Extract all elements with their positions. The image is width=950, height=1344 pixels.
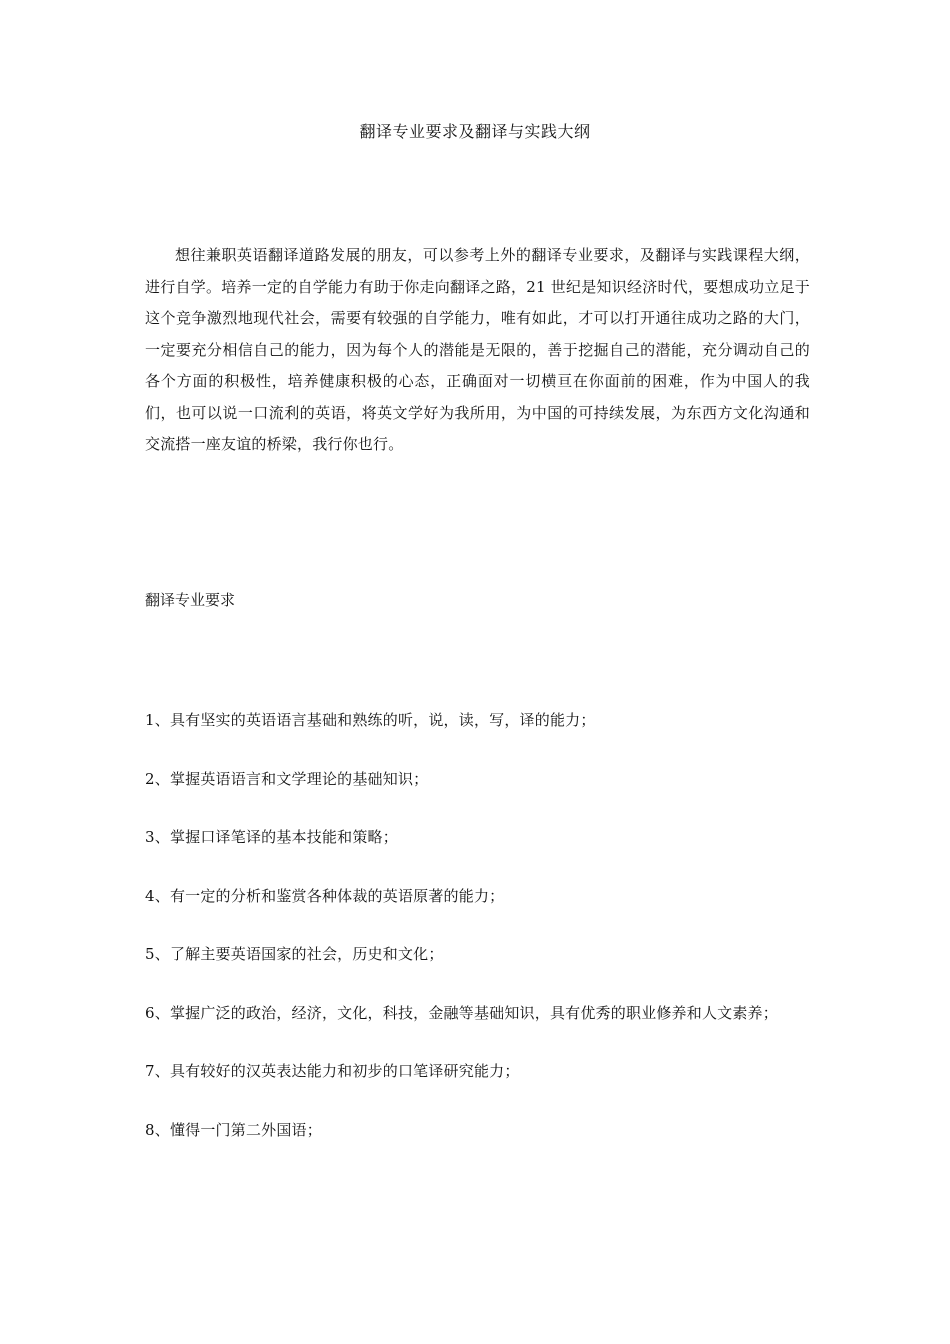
requirement-item-4: 4、有一定的分析和鉴赏各种体裁的英语原著的能力； bbox=[145, 886, 505, 905]
requirement-item-7: 7、具有较好的汉英表达能力和初步的口笔译研究能力； bbox=[145, 1062, 520, 1080]
requirement-item-6: 6、掌握广泛的政治，经济，文化，科技，金融等基础知识，具有优秀的职业修养和人文素养； bbox=[145, 1003, 778, 1022]
intro-paragraph: 想往兼职英语翻译道路发展的朋友，可以参考上外的翻译专业要求，及翻译与实践课程大纲，进行自学。培养一定的自学能力有助于你走向翻译之路，21 世纪是知识经济时代，要想成功立足于这个竞争激烈地现代社会，需要有较强的自学能力，唯有如此，才可以打开通往成功之路的大门，一定要充分相信自己的能力，因为每个人的潜能是无限的，善于挖掘自己的潜能，充分调动自己的各个方面的积极性，培养健康积极的心态，正确面对一切横亘在你面前的困难，作为中国人的我们，也可以说一口流利的英语，将英文学好为我所用，为中国的可持续发展，为东西方文化沟通和交流搭一座友谊的桥梁，我行你也行。 bbox=[145, 246, 810, 453]
requirement-item-1: 1、具有坚实的英语语言基础和熟练的听，说，读，写，译的能力； bbox=[145, 711, 596, 729]
requirement-item-2: 2、掌握英语语言和文学理论的基础知识； bbox=[145, 769, 429, 788]
section-heading: 翻译专业要求 bbox=[145, 591, 236, 609]
requirement-item-3: 3、掌握口译笔译的基本技能和策略； bbox=[145, 828, 398, 846]
requirement-item-8: 8、懂得一门第二外国语； bbox=[145, 1120, 322, 1139]
requirement-item-5: 5、了解主要英语国家的社会，历史和文化； bbox=[145, 945, 444, 963]
document-title: 翻译专业要求及翻译与实践大纲 bbox=[359, 122, 591, 141]
requirements-list bbox=[145, 705, 810, 1173]
